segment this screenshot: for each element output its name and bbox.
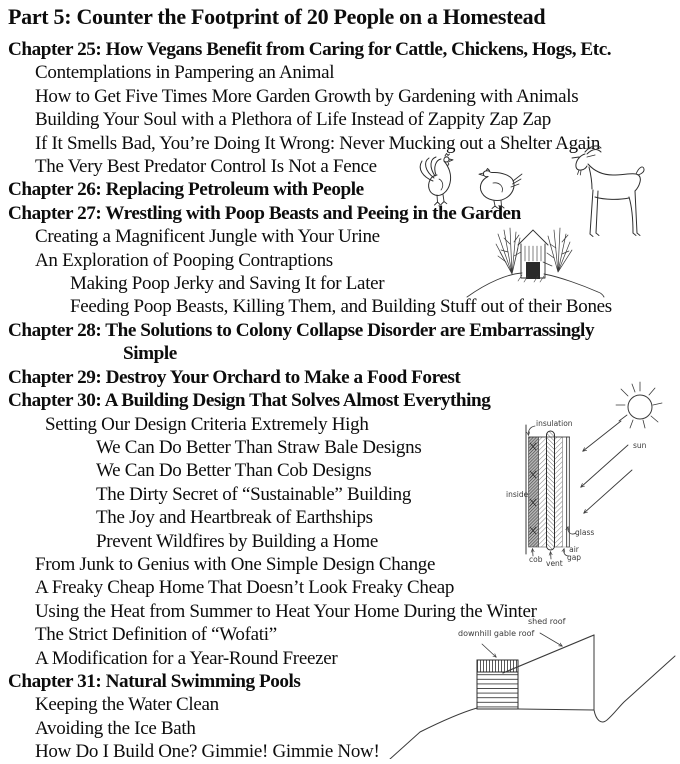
hen-icon bbox=[479, 169, 522, 209]
sun-ray-arrows bbox=[581, 421, 632, 513]
chapter-heading: Chapter 31: Natural Swimming Pools bbox=[8, 670, 301, 692]
toc-item: The Strict Definition of “Wofati” bbox=[35, 624, 277, 646]
wall-label-insulation: insulation bbox=[536, 419, 573, 428]
toc-item: The Very Best Predator Control Is Not a Fence bbox=[35, 156, 377, 178]
toc-item: Making Poop Jerky and Saving It for Later bbox=[70, 273, 385, 295]
toc-item: Contemplations in Pampering an Animal bbox=[35, 62, 335, 84]
toc-item: Avoiding the Ice Bath bbox=[35, 717, 196, 739]
toc-item: A Modification for a Year-Round Freezer bbox=[35, 647, 338, 669]
right-bush bbox=[543, 228, 572, 272]
ground-line bbox=[390, 656, 675, 759]
part-title: Part 5: Counter the Footprint of 20 People on a Homestead bbox=[8, 4, 546, 29]
wall-label-sun: sun bbox=[633, 441, 647, 450]
toc-item: From Junk to Genius with One Simple Design Change bbox=[35, 553, 436, 575]
chapter-heading: Chapter 25: How Vegans Benefit from Caring for Cattle, Chickens, Hogs, Etc. bbox=[8, 39, 612, 60]
chapter-heading: Simple bbox=[123, 343, 177, 365]
wall-label-air-gap: air gap bbox=[566, 545, 582, 562]
chapter-heading: Chapter 26: Replacing Petroleum with People bbox=[8, 179, 364, 201]
toc-item: Using the Heat from Summer to Heat Your Home During the Winter bbox=[35, 600, 537, 622]
toc-item: How Do I Build One? Gimmie! Gimmie Now! bbox=[35, 741, 380, 763]
wall-label-vent: vent bbox=[546, 559, 563, 568]
outhouse bbox=[518, 230, 548, 279]
outhouse-on-mound-icon bbox=[460, 222, 610, 307]
rooster-icon bbox=[420, 154, 453, 206]
roof-label-shed-roof: shed roof bbox=[528, 617, 566, 626]
wall-label-cob: cob bbox=[529, 555, 543, 564]
chapter-heading: Chapter 30: A Building Design That Solves Almost Everything bbox=[8, 390, 491, 412]
toc-item: How to Get Five Times More Garden Growth by Gardening with Animals bbox=[35, 85, 579, 107]
toc-item: We Can Do Better Than Straw Bale Designs bbox=[96, 436, 422, 458]
left-bush bbox=[496, 228, 521, 274]
toc-item: Feeding Poop Beasts, Killing Them, and Building Stuff out of their Bones bbox=[70, 296, 612, 318]
chapter-heading: Chapter 27: Wrestling with Poop Beasts and Peeing in the Garden bbox=[8, 202, 521, 224]
toc-item: Creating a Magnificent Jungle with Your Urine bbox=[35, 226, 380, 248]
toc-item: Setting Our Design Criteria Extremely High bbox=[45, 413, 369, 435]
toc-item: An Exploration of Pooping Contraptions bbox=[35, 249, 333, 271]
wall-section-sun-diagram bbox=[505, 375, 680, 570]
toc-item: The Joy and Heartbreak of Earthships bbox=[96, 507, 373, 529]
wall-label-inside: inside bbox=[506, 490, 529, 499]
toc-item: Keeping the Water Clean bbox=[35, 694, 219, 716]
chapter-heading: Chapter 28: The Solutions to Colony Collapse Disorder are Embarrassingly bbox=[8, 319, 595, 341]
roof-label-downhill-gable: downhill gable roof bbox=[458, 629, 535, 638]
toc-item: Prevent Wildfires by Building a Home bbox=[96, 530, 379, 552]
toc-item: The Dirty Secret of “Sustainable” Building bbox=[96, 483, 412, 505]
toc-item: Building Your Soul with a Plethora of Life Instead of Zappity Zap Zap bbox=[35, 109, 551, 131]
toc-item: We Can Do Better Than Cob Designs bbox=[96, 460, 372, 482]
gable-block bbox=[477, 660, 518, 709]
wall-layers bbox=[526, 425, 570, 554]
toc-item: A Freaky Cheap Home That Doesn’t Look Freaky Cheap bbox=[35, 577, 455, 599]
sun-icon bbox=[616, 382, 662, 428]
toc-item: If It Smells Bad, You’re Doing It Wrong: Never Mucking out a Shelter Again bbox=[35, 132, 601, 154]
wall-label-glass: glass bbox=[575, 528, 595, 537]
chapter-heading: Chapter 29: Destroy Your Orchard to Make a Food Forest bbox=[8, 366, 461, 388]
